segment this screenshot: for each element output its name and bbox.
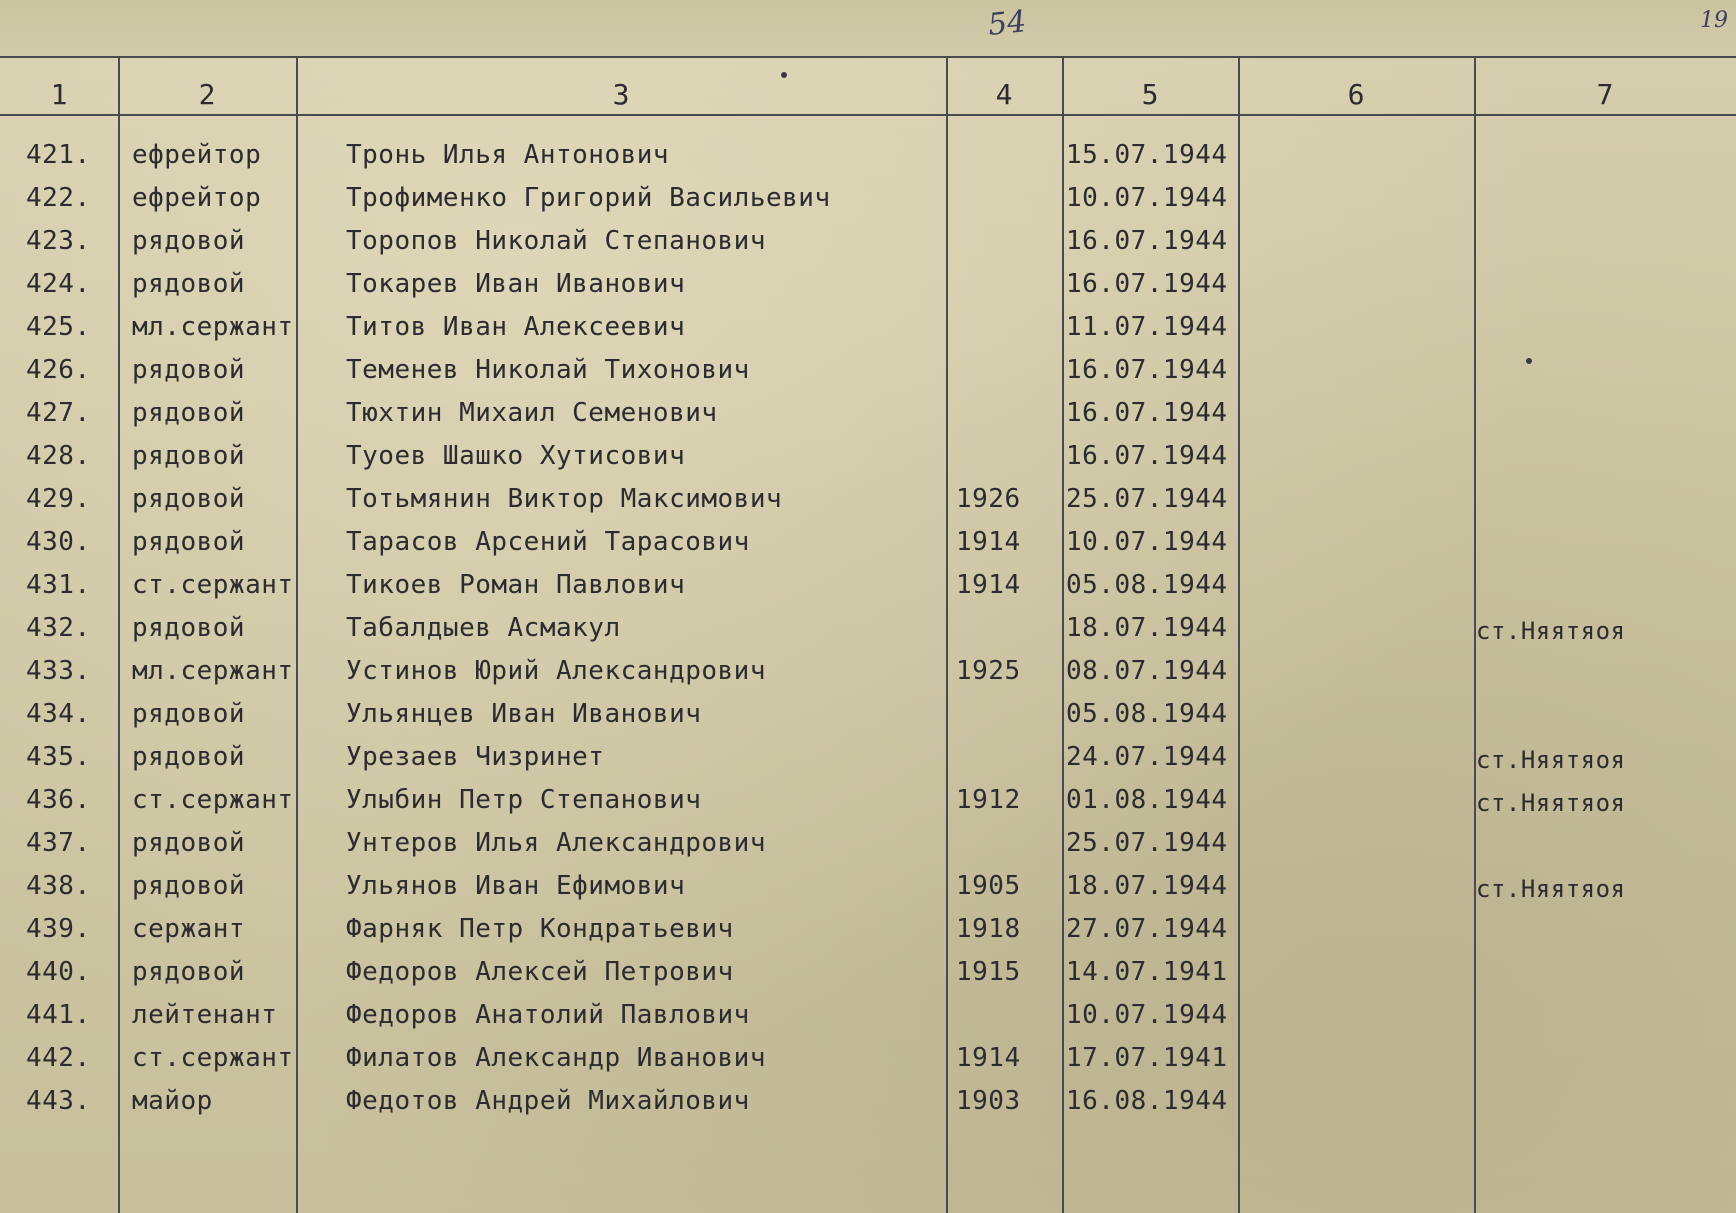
entry-name: Туоев Шашко Хутисович [346, 441, 686, 471]
table-row [0, 527, 1736, 567]
entry-date: 25.07.1944 [1066, 828, 1228, 858]
table-row [0, 785, 1736, 825]
entry-rank: ст.сержант [132, 570, 294, 600]
entry-name: Теменев Николай Тихонович [346, 355, 750, 385]
entry-birth-year: 1926 [956, 484, 1021, 514]
column-header-6: 6 [1347, 78, 1365, 111]
entry-birth-year: 1912 [956, 785, 1021, 815]
entry-date: 16.07.1944 [1066, 398, 1228, 428]
column-header-4: 4 [995, 78, 1013, 111]
table-row [0, 1000, 1736, 1040]
entry-rank: рядовой [132, 828, 246, 858]
entry-rank: рядовой [132, 699, 246, 729]
entry-name: Титов Иван Алексеевич [346, 312, 686, 342]
table-row [0, 269, 1736, 309]
entry-number: 427. [26, 398, 91, 428]
entry-rank: рядовой [132, 484, 246, 514]
table-row [0, 570, 1736, 610]
table-row [0, 656, 1736, 696]
entry-birth-year: 1914 [956, 1043, 1021, 1073]
entry-rank: рядовой [132, 355, 246, 385]
entry-name: Токарев Иван Иванович [346, 269, 686, 299]
entry-number: 432. [26, 613, 91, 643]
entry-number: 431. [26, 570, 91, 600]
entry-name: Трофименко Григорий Васильевич [346, 183, 831, 213]
entry-birth-year: 1925 [956, 656, 1021, 686]
entry-date: 10.07.1944 [1066, 527, 1228, 557]
entry-place: ст.Няятяоя [1476, 617, 1626, 645]
entry-number: 422. [26, 183, 91, 213]
entry-number: 442. [26, 1043, 91, 1073]
entry-rank: лейтенант [132, 1000, 278, 1030]
entry-date: 16.07.1944 [1066, 269, 1228, 299]
entry-date: 05.08.1944 [1066, 570, 1228, 600]
entry-date: 15.07.1944 [1066, 140, 1228, 170]
table-row [0, 742, 1736, 782]
entry-date: 11.07.1944 [1066, 312, 1228, 342]
entry-date: 24.07.1944 [1066, 742, 1228, 772]
entry-rank: рядовой [132, 269, 246, 299]
column-header-3: 3 [612, 78, 630, 111]
ink-speck [781, 72, 787, 78]
entry-name: Тронь Илья Антонович [346, 140, 670, 170]
entry-name: Федотов Андрей Михайлович [346, 1086, 750, 1116]
entry-rank: рядовой [132, 871, 246, 901]
entry-rank: мл.сержант [132, 312, 294, 342]
entry-number: 439. [26, 914, 91, 944]
entry-name: Фарняк Петр Кондратьевич [346, 914, 734, 944]
entry-date: 16.08.1944 [1066, 1086, 1228, 1116]
entry-date: 16.07.1944 [1066, 355, 1228, 385]
entry-birth-year: 1903 [956, 1086, 1021, 1116]
entry-date: 18.07.1944 [1066, 871, 1228, 901]
entry-place: ст.Няятяоя [1476, 789, 1626, 817]
entry-number: 441. [26, 1000, 91, 1030]
entry-date: 16.07.1944 [1066, 441, 1228, 471]
entry-name: Тикоев Роман Павлович [346, 570, 686, 600]
entry-name: Тарасов Арсений Тарасович [346, 527, 750, 557]
table-row [0, 914, 1736, 954]
entry-name: Тотьмянин Виктор Максимович [346, 484, 783, 514]
entry-number: 443. [26, 1086, 91, 1116]
entry-rank: ефрейтор [132, 183, 262, 213]
entry-rank: рядовой [132, 226, 246, 256]
table-row [0, 1043, 1736, 1083]
entry-date: 08.07.1944 [1066, 656, 1228, 686]
entry-date: 17.07.1941 [1066, 1043, 1228, 1073]
entry-rank: рядовой [132, 613, 246, 643]
entry-birth-year: 1905 [956, 871, 1021, 901]
entry-name: Улыбин Петр Степанович [346, 785, 702, 815]
entry-number: 430. [26, 527, 91, 557]
entry-number: 434. [26, 699, 91, 729]
table-row [0, 226, 1736, 266]
entry-rank: рядовой [132, 527, 246, 557]
column-header-5: 5 [1141, 78, 1159, 111]
column-header-7: 7 [1596, 78, 1614, 111]
entry-rank: рядовой [132, 398, 246, 428]
entry-number: 436. [26, 785, 91, 815]
entry-name: Урезаев Чизринет [346, 742, 605, 772]
page-top-margin [0, 0, 1736, 56]
entry-rank: сержант [132, 914, 246, 944]
table-row [0, 312, 1736, 352]
entry-date: 10.07.1944 [1066, 1000, 1228, 1030]
entry-date: 01.08.1944 [1066, 785, 1228, 815]
entry-number: 433. [26, 656, 91, 686]
handwritten-page-number: 54 [986, 4, 1028, 43]
entry-number: 424. [26, 269, 91, 299]
entry-number: 421. [26, 140, 91, 170]
entry-rank: ст.сержант [132, 785, 294, 815]
entry-birth-year: 1914 [956, 570, 1021, 600]
entry-number: 423. [26, 226, 91, 256]
entry-place: ст.Няятяоя [1476, 875, 1626, 903]
table-row [0, 484, 1736, 524]
table-row [0, 140, 1736, 180]
entry-date: 05.08.1944 [1066, 699, 1228, 729]
entry-name: Устинов Юрий Александрович [346, 656, 766, 686]
entry-name: Тюхтин Михаил Семенович [346, 398, 718, 428]
entry-number: 428. [26, 441, 91, 471]
table-row [0, 398, 1736, 438]
entry-name: Федоров Алексей Петрович [346, 957, 734, 987]
entry-birth-year: 1918 [956, 914, 1021, 944]
entry-name: Филатов Александр Иванович [346, 1043, 766, 1073]
entry-rank: ефрейтор [132, 140, 262, 170]
table-row [0, 183, 1736, 223]
entry-rank: рядовой [132, 742, 246, 772]
entry-birth-year: 1915 [956, 957, 1021, 987]
table-row [0, 355, 1736, 395]
table-row [0, 613, 1736, 653]
entry-date: 27.07.1944 [1066, 914, 1228, 944]
table-row [0, 871, 1736, 911]
entry-date: 16.07.1944 [1066, 226, 1228, 256]
entry-number: 435. [26, 742, 91, 772]
table-row [0, 441, 1736, 481]
entry-date: 25.07.1944 [1066, 484, 1228, 514]
entry-name: Ульянцев Иван Иванович [346, 699, 702, 729]
entry-rank: майор [132, 1086, 213, 1116]
entry-name: Федоров Анатолий Павлович [346, 1000, 750, 1030]
table-row [0, 828, 1736, 868]
table-row [0, 957, 1736, 997]
entry-place: ст.Няятяоя [1476, 746, 1626, 774]
entry-number: 426. [26, 355, 91, 385]
table-row [0, 1086, 1736, 1126]
entry-date: 14.07.1941 [1066, 957, 1228, 987]
entry-rank: рядовой [132, 957, 246, 987]
entry-birth-year: 1914 [956, 527, 1021, 557]
entry-name: Торопов Николай Степанович [346, 226, 766, 256]
entry-rank: ст.сержант [132, 1043, 294, 1073]
entry-name: Унтеров Илья Александрович [346, 828, 766, 858]
entry-number: 438. [26, 871, 91, 901]
entry-number: 425. [26, 312, 91, 342]
handwritten-sheet-number: 19 [1700, 8, 1728, 33]
column-header-2: 2 [198, 78, 216, 111]
entry-name: Табалдыев Асмакул [346, 613, 621, 643]
entry-number: 429. [26, 484, 91, 514]
entry-number: 437. [26, 828, 91, 858]
entry-date: 18.07.1944 [1066, 613, 1228, 643]
entry-rank: рядовой [132, 441, 246, 471]
entry-date: 10.07.1944 [1066, 183, 1228, 213]
table-row [0, 699, 1736, 739]
entry-rank: мл.сержант [132, 656, 294, 686]
column-header-1: 1 [50, 78, 68, 111]
entry-number: 440. [26, 957, 91, 987]
entry-name: Ульянов Иван Ефимович [346, 871, 686, 901]
